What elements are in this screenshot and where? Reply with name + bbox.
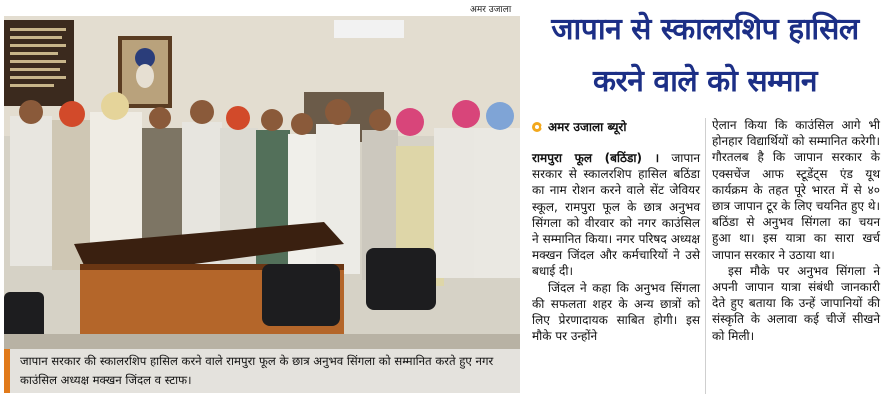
byline [532,118,626,135]
news-photo [4,16,520,349]
column-divider [705,118,706,394]
article-paragraph: जापान सरकार से स्कालरशिप हासिल बठिंडा का नाम रोशन करने वाले सेंट जेवियर स्कूल, रामपुरा फूल के छात्र अनुभव सिंगला को वीरवार को नगर काउंसिल ने सम्मानित किया। नगर परिषद अध्यक्ष मक्खन जिंदल और कर्मचारियों ने उसे बधाई दी। [532,151,700,279]
article-paragraph: जिंदल ने कहा कि अनुभव सिंगला की सफलता शहर के अन्य छात्रों को लिए प्रेरणादायक साबित होगी। इस मौके पर उन्होंने [532,280,700,344]
article-paragraph: ऐलान किया कि काउंसिल आगे भी होनहार विद्यार्थियों को सम्मानित करेगी। गौरतलब है कि जापान सरकार के एक्सचेंज आफ स्टूडेंट्स एंड यूथ कार्यक्रम के तहत पूरे भारत में से ४० छात्र जापान टूर के लिए चयनित हुए थे। बठिंडा से अनुभव सिंगला का चयन हुआ था। इस यात्रा का सारा खर्च जापान सरकार ने उठाया था। [712,118,880,262]
photo-caption: जापान सरकार की स्कालरशिप हासिल करने वाले रामपुरा फूल के छात्र अनुभव सिंगला को सम्मानित करते हुए नगर काउंसिल अध्यक्ष मक्खन जिंदल व स्टाफ। [4,349,520,393]
article-column-1 [532,150,700,344]
bullet-ring-icon [532,122,542,132]
article-paragraph: इस मौके पर अनुभव सिंगला ने अपनी जापान यात्रा संबंधी जानकारी देते हुए बताया कि उन्हें जापानियों की संस्कृति के अलावा कई चीजें सीखने को मिली। [712,263,880,343]
article-column-2 [712,117,880,344]
photo-credit: अमर उजाला [470,5,512,15]
dateline: रामपुरा फूल (बठिंडा) । [532,151,660,165]
headline-line-1: जापान से स्कालरशिप हासिल [551,12,859,47]
byline-text: अमर उजाला ब्यूरो [548,120,627,134]
headline-line-2: करने वाले को सम्मान [592,64,817,99]
